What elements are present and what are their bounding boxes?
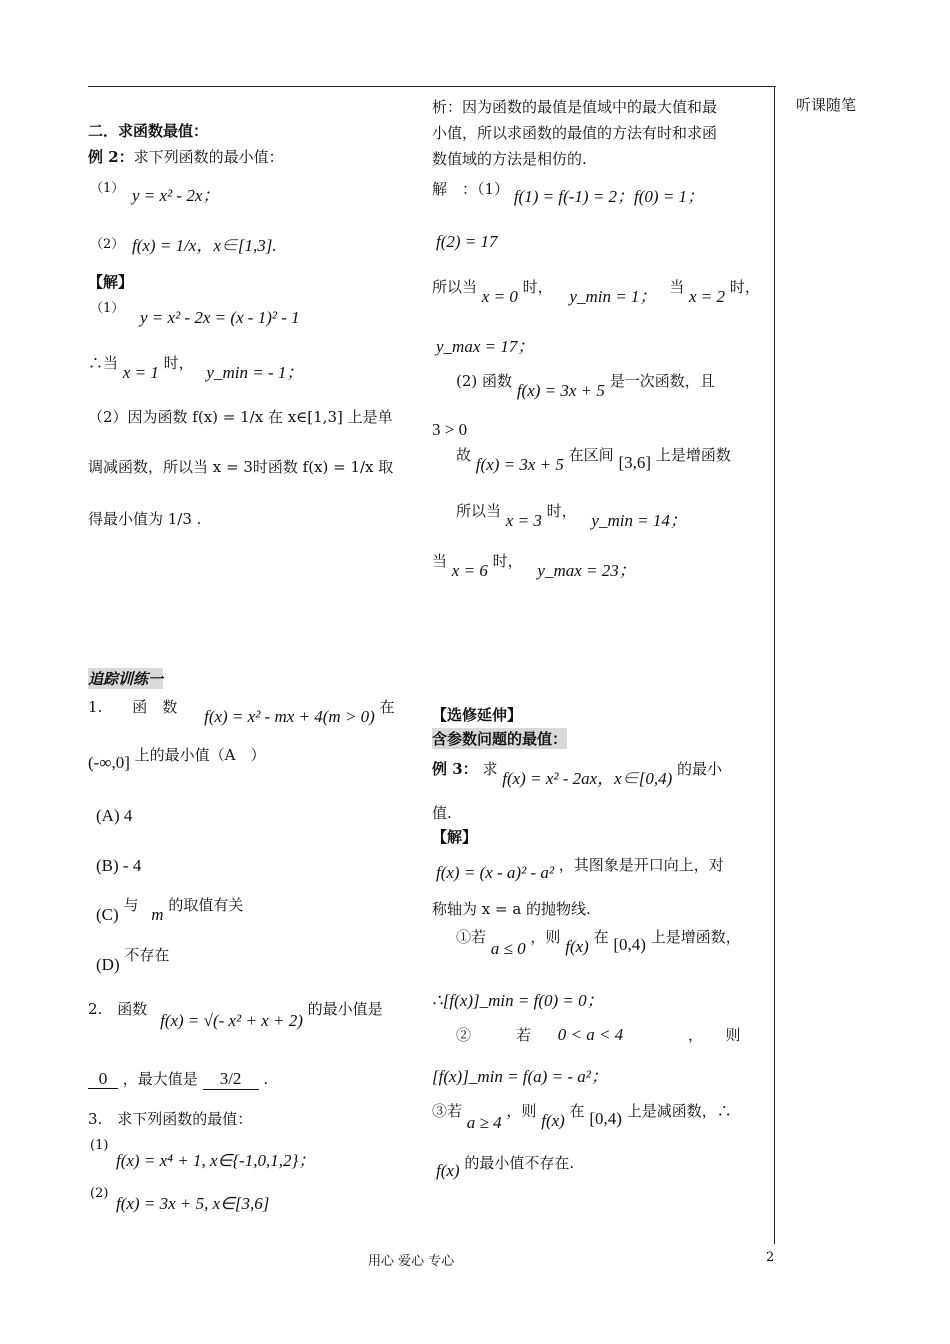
- formula-ymin-1: y_min = 1；: [569, 287, 657, 306]
- ext-case2: [456, 1024, 741, 1045]
- right-line10: [456, 444, 731, 474]
- option-c-label: (C): [96, 905, 119, 924]
- q3-part1-formula: f(x) = x⁴ + 1, x∈{-1,0,1,2}；: [116, 1151, 316, 1170]
- practice-q2: [88, 998, 383, 1030]
- text-interval: 在区间: [568, 446, 614, 464]
- option-c: [96, 894, 244, 924]
- text-is-linear: 是一次函数，且: [609, 372, 715, 390]
- q3-part2-num: (2): [90, 1186, 109, 1201]
- option-b: (B) - 4: [96, 856, 142, 875]
- case3-in: 在: [569, 1102, 585, 1120]
- q2-formula: f(x) = √(- x² + x + 2): [160, 1011, 303, 1030]
- q2-max-answer: 3/2: [203, 1069, 259, 1090]
- ext-conclusion: [436, 1152, 575, 1180]
- case1-if: ①若: [456, 928, 487, 946]
- text-when-3: 时，: [729, 278, 760, 296]
- case3-then: ，则: [506, 1102, 537, 1120]
- case2-if: ② 若: [456, 1026, 532, 1044]
- case1-increasing: 上是增函数，: [650, 928, 741, 946]
- right-solution-line1: [432, 174, 705, 206]
- practice-q1-line2: [88, 744, 266, 772]
- case1-in: 在: [593, 928, 609, 946]
- example-3-formula: f(x) = x² - 2ax，x∈[0,4): [502, 769, 673, 788]
- solution-2-line1: （2）因为函数 f(x) = 1/x 在 x∈[1,3] 上是单: [88, 408, 393, 426]
- q3-part1-num: (1): [90, 1138, 109, 1153]
- formula-ymax-17: y_max = 17；: [436, 337, 535, 356]
- case3-interval: [0,4): [589, 1109, 622, 1128]
- case3-cond: a ≥ 4: [466, 1113, 502, 1132]
- solution-1-formula: y = x² - 2x = (x - 1)² - 1: [140, 308, 300, 327]
- practice-q3: 3. 求下列函数的最值：: [88, 1110, 253, 1128]
- case3-decreasing: 上是减函数，∴: [626, 1102, 732, 1120]
- conclusion-text: 的最小值不存在.: [464, 1154, 575, 1172]
- section-title: 二．求函数最值：: [88, 122, 209, 140]
- ext-case3: [432, 1100, 732, 1132]
- text-so-when: 所以当: [456, 502, 502, 520]
- solution-1b: [88, 348, 304, 382]
- case3-if: ③若: [432, 1102, 463, 1120]
- sidebar-title: 听课随笔: [796, 96, 857, 114]
- header-rule: [88, 86, 776, 87]
- case1-fx: f(x): [565, 937, 589, 956]
- example-3-ask: 求: [482, 760, 498, 778]
- formula-ymax-23: y_max = 23；: [537, 561, 636, 580]
- conclusion-fx: f(x): [436, 1161, 460, 1180]
- ext-opening-text: ，其图象是开口向上，对: [558, 856, 724, 874]
- right-line8: [456, 370, 715, 400]
- example-3: [432, 754, 723, 788]
- example-2-title: 例 2：: [88, 148, 134, 166]
- case1-then: ，则: [530, 928, 561, 946]
- q1-in: 在: [379, 698, 395, 716]
- formula-x-1: x = 1: [122, 363, 159, 382]
- ext-case2-result: [f(x)]_min = f(a) = - a²；: [432, 1067, 608, 1086]
- formula-3-gt-0: 3 > 0: [432, 420, 468, 439]
- formula-f2: f(2) = 17: [436, 232, 498, 251]
- text-function-2: (2) 函数: [456, 372, 513, 390]
- solution-2-line3: 得最小值为 1/3 .: [88, 510, 202, 528]
- text-therefore: 故: [456, 446, 472, 464]
- text-when: 时，: [546, 502, 577, 520]
- right-line12: [432, 546, 636, 580]
- extension-solution-title: 【解】: [432, 828, 478, 846]
- case3-fx: f(x): [541, 1111, 565, 1130]
- right-line11: [456, 496, 687, 530]
- q3-part2-formula: f(x) = 3x + 5, x∈[3,6]: [116, 1194, 270, 1213]
- q1-label: 1. 函 数: [88, 698, 178, 716]
- ext-step2: 称轴为 x = a 的抛物线.: [432, 900, 591, 918]
- practice-q2-answers: [88, 1068, 268, 1090]
- option-c-m: m: [151, 905, 164, 924]
- extension-title: 【选修延伸】: [432, 706, 523, 724]
- text-therefore-when: ∴当: [88, 354, 119, 372]
- q2-label: 2. 函数: [88, 1000, 148, 1018]
- solution-title: 【解】: [88, 273, 134, 291]
- example-2-desc: 求下列函数的最小值：: [133, 148, 284, 166]
- example-3-tail: 值.: [432, 804, 452, 822]
- practice-title: 追踪训练一: [88, 670, 164, 688]
- q1-formula: f(x) = x² - mx + 4(m > 0): [204, 707, 375, 726]
- ext-case1: [456, 926, 741, 958]
- analysis-line2: 小值，所以求函数的最值的方法有时和求函: [432, 124, 718, 142]
- formula-ymin: y_min = - 1；: [206, 363, 304, 382]
- ext-case1-result: ∴[f(x)]_min = f(0) = 0；: [432, 991, 604, 1010]
- option-d-text: 不存在: [124, 946, 170, 964]
- page-number: 2: [766, 1250, 775, 1265]
- case1-interval: [0,4): [613, 935, 646, 954]
- ex2-part1-num: （1）: [90, 181, 125, 196]
- q2-period: .: [263, 1070, 269, 1088]
- formula-x-0: x = 0: [481, 287, 518, 306]
- example-3-min: 的最小: [677, 760, 723, 778]
- q1-interval: (-∞,0]: [88, 753, 130, 772]
- q2-max-text: ，最大值是: [122, 1070, 198, 1088]
- ex2-part1-formula: y = x² - 2x；: [132, 186, 220, 205]
- text-so-when: 所以当: [432, 278, 478, 296]
- text-when: 时，: [163, 354, 194, 372]
- formula-f-values: f(1) = f(-1) = 2；f(0) = 1；: [513, 187, 705, 206]
- option-d: [96, 944, 170, 974]
- practice-q1: [88, 696, 395, 726]
- q2-min-answer: 0: [88, 1070, 118, 1089]
- option-d-label: (D): [96, 955, 120, 974]
- analysis-line3: 数值域的方法是相仿的.: [432, 150, 587, 168]
- q2-min-text: 的最小值是: [307, 1000, 383, 1018]
- analysis-line1: 析：因为函数的最值是值域中的最大值和最: [432, 98, 718, 116]
- ex2-part2-num: （2）: [90, 237, 125, 252]
- case1-cond: a ≤ 0: [490, 939, 526, 958]
- right-rule: [774, 86, 775, 1244]
- option-c-with: 与: [123, 896, 139, 914]
- text-when-2: 时，: [492, 552, 523, 570]
- text-solution-1: 解 ：（1）: [432, 180, 510, 198]
- example-2: [88, 146, 284, 167]
- ex2-part2-formula: f(x) = 1/x，x∈[1,3].: [132, 236, 277, 255]
- formula-linear: f(x) = 3x + 5: [516, 381, 605, 400]
- text-when-2: 当: [669, 278, 685, 296]
- formula-linear-2: f(x) = 3x + 5: [475, 455, 564, 474]
- text-when: 时，: [522, 278, 553, 296]
- formula-ymin-14: y_min = 14；: [591, 511, 687, 530]
- right-line6: [432, 272, 760, 306]
- formula-interval-3-6: [3,6]: [618, 453, 652, 472]
- formula-x-2: x = 2: [689, 287, 726, 306]
- extension-subtitle: 含参数问题的最值：: [432, 730, 568, 748]
- case2-then: ， 则: [688, 1026, 741, 1044]
- option-a: (A) 4: [96, 806, 133, 825]
- solution-1-num: （1）: [90, 301, 125, 316]
- example-3-title: 例 3：: [432, 760, 478, 778]
- text-increasing: 上是增函数: [655, 446, 731, 464]
- ext-vertex-form: f(x) = (x - a)² - a²: [436, 863, 554, 882]
- case2-cond: 0 < a < 4: [557, 1025, 624, 1044]
- footer-center: 用心 爱心 专心: [368, 1254, 455, 1269]
- q1-question: 上的最小值（A ）: [134, 746, 266, 764]
- ext-step1: [436, 854, 724, 882]
- text-when: 当: [432, 552, 448, 570]
- formula-x-6: x = 6: [451, 561, 488, 580]
- solution-2-line2: 调减函数，所以当 x = 3时函数 f(x) = 1/x 取: [88, 458, 394, 476]
- option-c-text: 的取值有关: [168, 896, 244, 914]
- formula-x-3: x = 3: [505, 511, 542, 530]
